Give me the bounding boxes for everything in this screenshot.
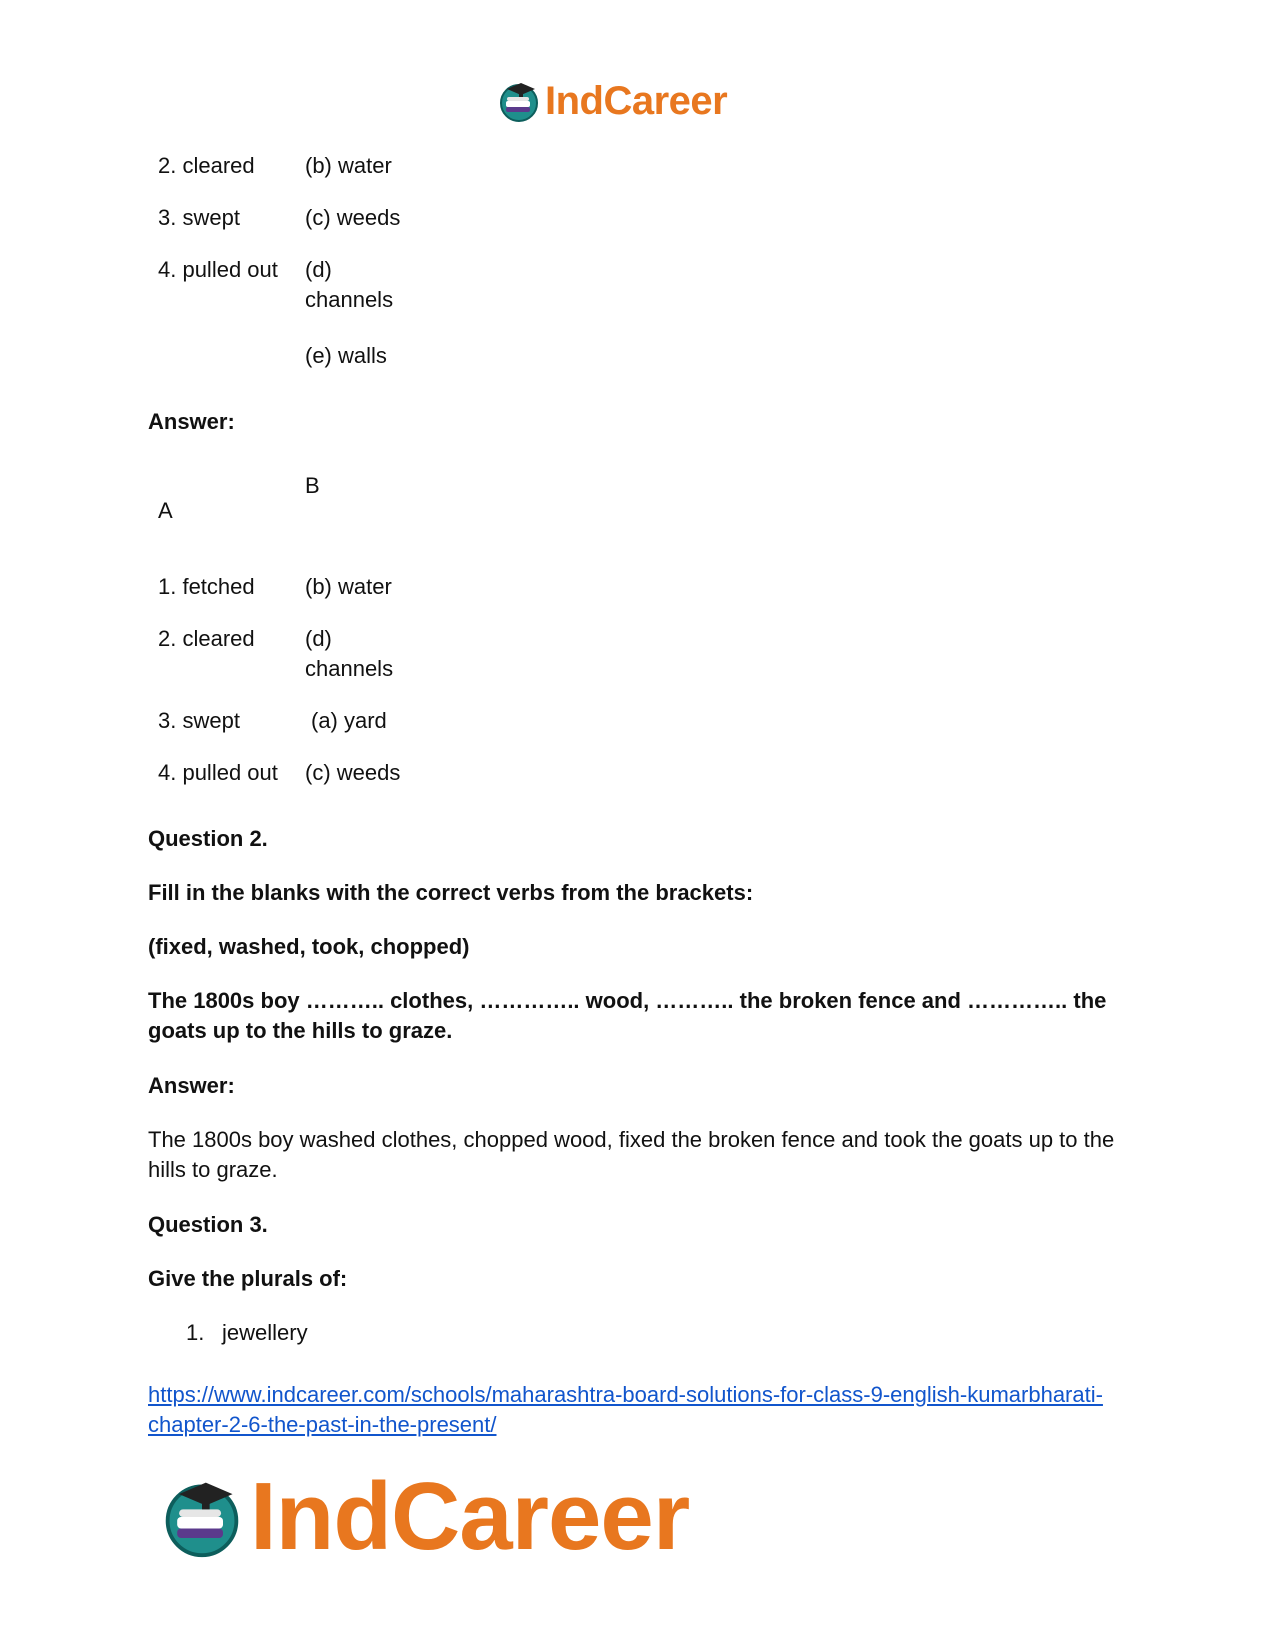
atable-row-3-b: (a) yard — [311, 708, 387, 733]
atable-header-a: A — [158, 498, 173, 523]
atable-row-3-a: 3. swept — [158, 708, 240, 733]
atable-row-2-b: (d) channels — [305, 626, 394, 681]
header-logo — [497, 76, 777, 126]
atable-row-4-b: (c) weeds — [305, 760, 401, 785]
qtable-row-1-a: 2. cleared — [158, 153, 255, 178]
question-3-title: Question 3. — [148, 1212, 268, 1237]
qtable-row-2-a: 3. swept — [158, 205, 240, 230]
indcareer-globe-icon — [160, 1475, 244, 1559]
answer-1-label: Answer: — [148, 409, 235, 434]
footer-logo — [160, 1462, 720, 1572]
header-logo-text: IndCareer — [545, 78, 728, 123]
indcareer-globe-icon — [497, 79, 541, 123]
qtable-row-3-b: (d) channels — [305, 257, 394, 312]
atable-row-2-a: 2. cleared — [158, 626, 255, 651]
question-2-options: (fixed, washed, took, chopped) — [148, 934, 470, 959]
question-2-title: Question 2. — [148, 826, 268, 851]
question-3-item-1-text: jewellery — [222, 1320, 308, 1345]
qtable-row-3-a: 4. pulled out — [158, 257, 278, 282]
qtable-row-2-b: (c) weeds — [305, 205, 401, 230]
atable-row-1-a: 1. fetched — [158, 574, 255, 599]
atable-row-4-a: 4. pulled out — [158, 760, 278, 785]
atable-row-1-b: (b) water — [305, 574, 392, 599]
question-3-item-1-number: 1. — [186, 1320, 205, 1345]
source-link[interactable]: https://www.indcareer.com/schools/maharashtra-board-solutions-for-class-9-english-kumarbharati-chapter-2-6-the-past-in-the-present/ — [148, 1382, 1103, 1437]
atable-header-b: B — [305, 473, 320, 498]
question-2-answer-text: The 1800s boy washed clothes, chopped wood, fixed the broken fence and took the goats up to the hills to graze. — [148, 1127, 1115, 1182]
question-2-instruction: Fill in the blanks with the correct verbs from the brackets: — [148, 880, 754, 905]
question-3-instruction: Give the plurals of: — [148, 1266, 348, 1291]
question-2-answer-label: Answer: — [148, 1073, 235, 1098]
qtable-row-1-b: (b) water — [305, 153, 392, 178]
footer-logo-text: IndCareer — [250, 1463, 690, 1570]
qtable-row-4-b: (e) walls — [305, 343, 387, 368]
question-2-prompt: The 1800s boy ……….. clothes, ………….. wood, ……….. the broken fence and ………….. the goats up to the hills to graze. — [148, 988, 1107, 1043]
